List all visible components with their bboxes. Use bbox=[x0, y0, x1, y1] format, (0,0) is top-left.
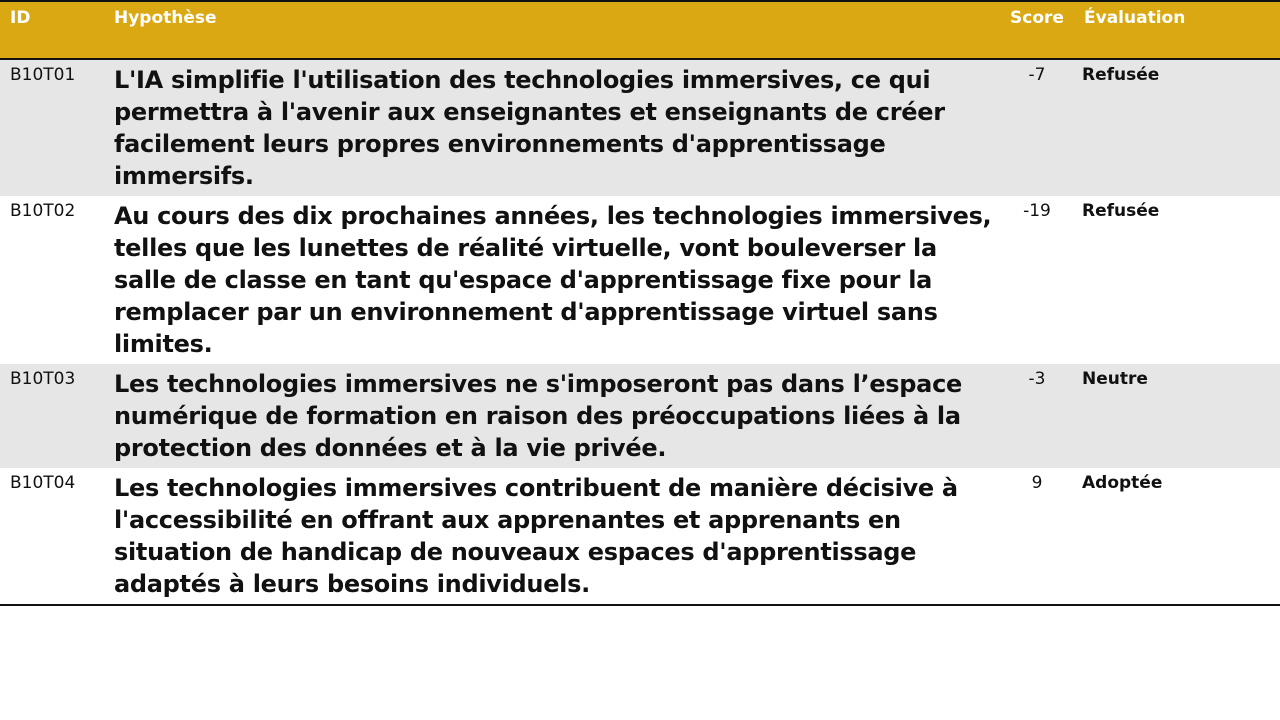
table-row bbox=[0, 196, 1280, 364]
row-hypothesis: Les technologies immersives ne s'imposeront pas dans l’espace numérique de formation en raison des préoccupations liées à la protection des données et à la vie privée. bbox=[114, 370, 962, 462]
header-row bbox=[0, 1, 1280, 59]
row-evaluation: Refusée bbox=[1082, 201, 1160, 221]
row-id: B10T01 bbox=[10, 65, 76, 85]
row-evaluation: Adoptée bbox=[1074, 468, 1280, 605]
table-row bbox=[0, 468, 1280, 605]
row-hypothesis: Au cours des dix prochaines années, les technologies immersives, telles que les lunettes de réalité virtuelle, vont bouleverser la salle de classe en tant qu'espace d'apprentissage fixe pour la remplacer par un environnement d'apprentissage virtuel sans limites. bbox=[114, 202, 992, 358]
row-score: -7 bbox=[1028, 65, 1046, 85]
row-id: B10T03 bbox=[10, 369, 76, 389]
row-score: 9 bbox=[1000, 468, 1074, 605]
table-header bbox=[0, 1, 1280, 59]
row-id: B10T04 bbox=[0, 468, 104, 605]
row-hypothesis: L'IA simplifie l'utilisation des technologies immersives, ce qui permettra à l'avenir aux enseignantes et enseignants de créer facilement leurs propres environnements d'apprentissage immersifs. bbox=[114, 66, 945, 190]
header-evaluation: Évaluation bbox=[1074, 1, 1280, 59]
table-body bbox=[0, 59, 1280, 605]
row-score: -3 bbox=[1028, 369, 1046, 389]
row-evaluation: Neutre bbox=[1082, 369, 1148, 389]
row-evaluation: Refusée bbox=[1082, 65, 1160, 85]
row-score: -19 bbox=[1023, 201, 1051, 221]
header-hypothesis: Hypothèse bbox=[104, 1, 1000, 59]
header-id: ID bbox=[0, 1, 104, 59]
row-hypothesis: Les technologies immersives contribuent de manière décisive à l'accessibilité en offrant aux apprenantes et apprenants en situation de handicap de nouveaux espaces d'apprentissage adaptés à leurs besoins individuels. bbox=[104, 468, 1000, 605]
table-row bbox=[0, 364, 1280, 468]
header-score: Score bbox=[1000, 1, 1074, 59]
row-id: B10T02 bbox=[10, 201, 76, 221]
table-row bbox=[0, 59, 1280, 196]
